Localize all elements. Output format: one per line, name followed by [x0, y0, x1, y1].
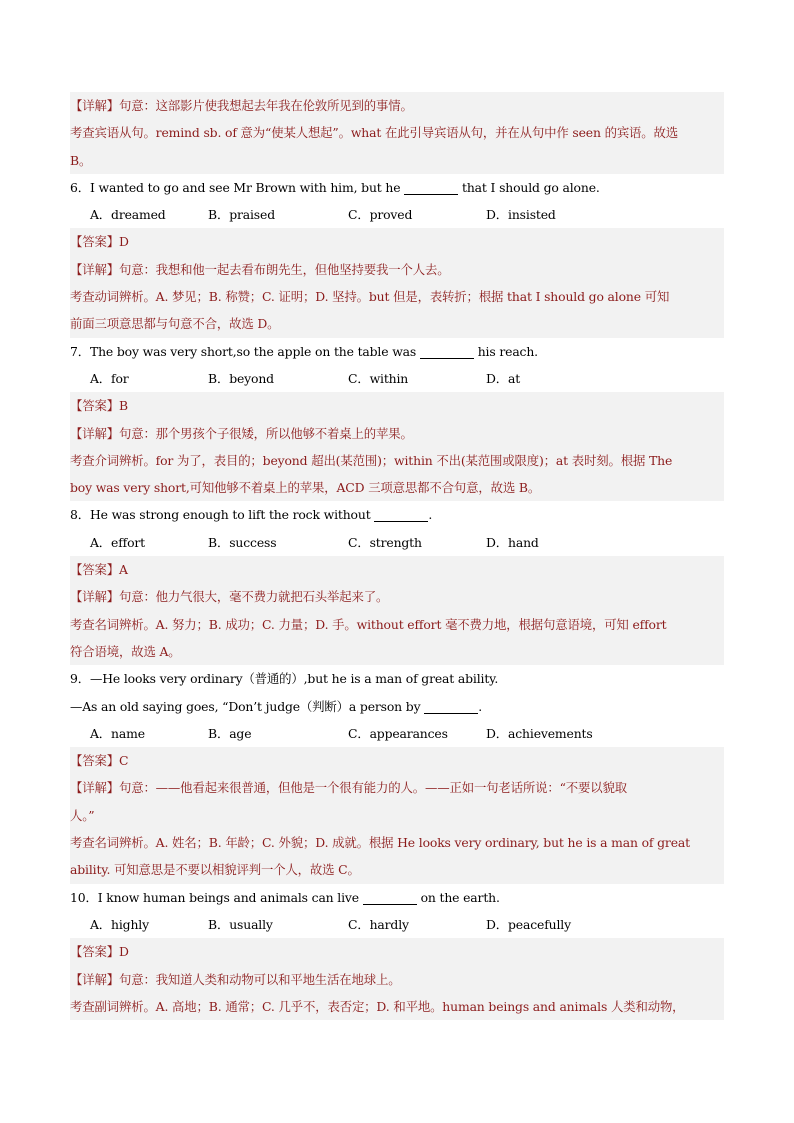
explanation-line: 【详解】句意：——他看起来很普通，但他是一个很有能力的人。——正如一句老话所说：“不要以貌取: [70, 774, 724, 801]
option-b: B．beyond: [208, 370, 274, 386]
question-8: 8．He was strong enough to lift the rock without .: [70, 507, 433, 523]
option-a: A．dreamed: [90, 207, 166, 223]
document-page: [70, 92, 724, 1020]
option-d: D．at: [486, 370, 521, 386]
option-a: A．highly: [90, 916, 149, 932]
question-6: 6．I wanted to go and see Mr Brown with him, but he that I should go alone.: [70, 179, 600, 195]
option-c: C．strength: [348, 534, 422, 550]
option-d: D．insisted: [486, 207, 556, 223]
explanation-line: ability. 可知意思是不要以相貌评判一个人，故选 C。: [70, 856, 724, 883]
option-d: D．achievements: [486, 725, 593, 741]
explanation-line: 考查名词辨析。A. 姓名；B. 年龄；C. 外貌；D. 成就。根据 He looks very ordinary, but he is a man of great: [70, 829, 724, 856]
explanation-line: 考查动词辨析。A. 梦见；B. 称赞；C. 证明；D. 坚持。but 但是，表转折；根据 that I should go alone 可知: [70, 283, 724, 310]
explanation-line: 【详解】句意：这部影片使我想起去年我在伦敦所见到的事情。: [70, 92, 724, 119]
option-c: C．appearances: [348, 725, 448, 741]
question-10-options: [70, 911, 724, 938]
option-c: C．within: [348, 370, 409, 386]
explanation-line: boy was very short,可知他够不着桌上的苹果，ACD 三项意思都不合句意，故选 B。: [70, 474, 724, 501]
answer-blank: [420, 344, 474, 359]
question-7-options: [70, 365, 724, 392]
question-9-line-2: —As an old saying goes, “Don’t judge（判断）a person by .: [70, 698, 483, 714]
explanation-line: 考查副词辨析。A. 高地；B. 通常；C. 几乎不，表否定；D. 和平地。human beings and animals 人类和动物，: [70, 993, 724, 1020]
answer-blank: [374, 507, 428, 522]
answer-line: 【答案】B: [70, 392, 724, 419]
option-b: B．success: [208, 534, 277, 550]
option-c: C．hardly: [348, 916, 409, 932]
answer-line: 【答案】D: [70, 228, 724, 255]
explanation-line: 人。”: [70, 802, 724, 829]
answer-blank: [404, 180, 458, 195]
option-d: D．hand: [486, 534, 539, 550]
answer-blank: [424, 699, 478, 714]
option-a: A．effort: [90, 534, 146, 550]
question-9-options: [70, 720, 724, 747]
option-d: D．peacefully: [486, 916, 571, 932]
explanation-line: 符合语境，故选 A。: [70, 638, 724, 665]
explanation-line: 前面三项意思都与句意不合，故选 D。: [70, 310, 724, 337]
question-9-line-1: 9．—He looks very ordinary（普通的）,but he is a man of great ability.: [70, 671, 499, 687]
question-8-options: [70, 529, 724, 556]
option-a: A．name: [90, 725, 145, 741]
explanation-line: 考查宾语从句。remind sb. of 意为“使某人想起”。what 在此引导宾语从句，并在从句中作 seen 的宾语。故选: [70, 119, 724, 146]
answer-blank: [363, 890, 417, 905]
option-b: B．age: [208, 725, 252, 741]
option-a: A．for: [90, 370, 129, 386]
explanation-line: 【详解】句意：他力气很大，毫不费力就把石头举起来了。: [70, 583, 724, 610]
answer-line: 【答案】A: [70, 556, 724, 583]
option-b: B．praised: [208, 207, 275, 223]
answer-line: 【答案】D: [70, 938, 724, 965]
question-10: 10．I know human beings and animals can live on the earth.: [70, 889, 500, 905]
question-6-options: [70, 201, 724, 228]
explanation-line: 考查名词辨析。A. 努力；B. 成功；C. 力量；D. 手。without effort 毫不费力地，根据句意语境，可知 effort: [70, 611, 724, 638]
option-b: B．usually: [208, 916, 273, 932]
explanation-line: 【详解】句意：我知道人类和动物可以和平地生活在地球上。: [70, 966, 724, 993]
explanation-line: 【详解】句意：那个男孩个子很矮，所以他够不着桌上的苹果。: [70, 420, 724, 447]
explanation-line: 【详解】句意：我想和他一起去看布朗先生，但他坚持要我一个人去。: [70, 256, 724, 283]
explanation-line: 考查介词辨析。for 为了，表目的；beyond 超出(某范围)；within 不出(某范围或限度)；at 表时刻。根据 The: [70, 447, 724, 474]
question-7: 7．The boy was very short,so the apple on the table was his reach.: [70, 343, 538, 359]
explanation-line: B。: [70, 147, 724, 174]
answer-line: 【答案】C: [70, 747, 724, 774]
option-c: C．proved: [348, 207, 413, 223]
